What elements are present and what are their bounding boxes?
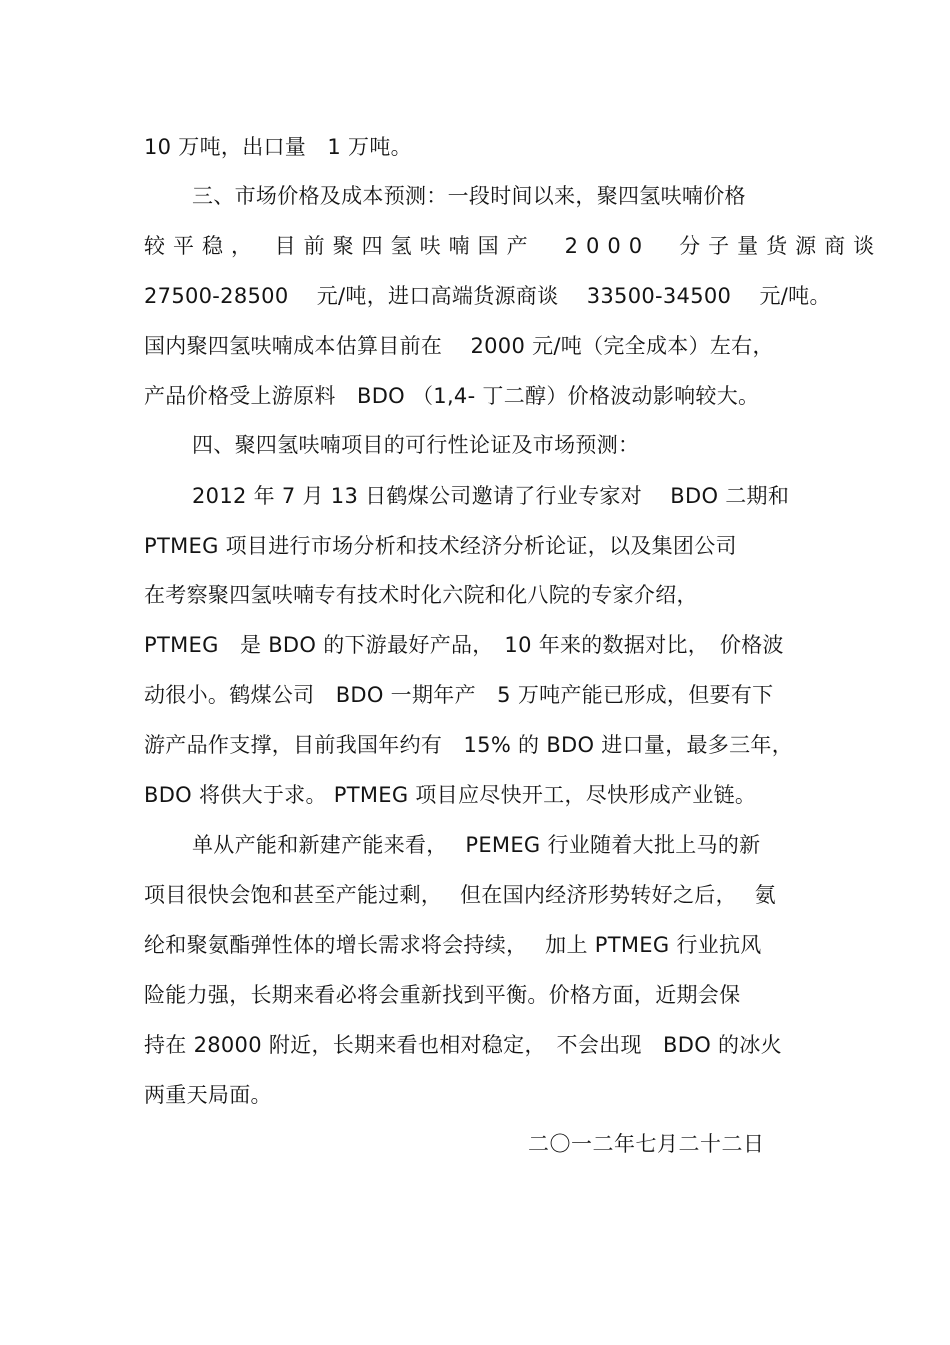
- text-line: 险能力强，长期来看必将会重新找到平衡。价格方面，近期会保: [144, 983, 741, 1007]
- paragraph-start: 2012 年 7 月 13 日鹤煤公司邀请了行业专家对 BDO 二期和: [192, 484, 790, 508]
- text-line: 项目很快会饱和甚至产能过剩， 但在国内经济形势转好之后， 氨: [144, 883, 776, 907]
- document-date: 二〇一二年七月二十二日: [528, 1132, 765, 1156]
- text-line: 27500-28500 元/吨，进口高端货源商谈 33500-34500 元/吨。: [144, 284, 831, 308]
- text-line: 在考察聚四氢呋喃专有技术时化六院和化八院的专家介绍，: [144, 583, 698, 607]
- text-line: PTMEG 是 BDO 的下游最好产品， 10 年来的数据对比， 价格波: [144, 633, 784, 657]
- text-line: 动很小。鹤煤公司 BDO 一期年产 5 万吨产能已形成，但要有下: [144, 683, 774, 707]
- section-heading-four: 四、聚四氢呋喃项目的可行性论证及市场预测：: [192, 433, 640, 457]
- paragraph-start: 单从产能和新建产能来看， PEMEG 行业随着大批上马的新: [192, 833, 761, 857]
- text-line: 较平稳， 目前聚四氢呋喃国产 2000 分子量货源商谈: [144, 234, 883, 258]
- text-line: BDO 将供大于求。 PTMEG 项目应尽快开工，尽快形成产业链。: [144, 783, 757, 807]
- text-line: 10 万吨，出口量 1 万吨。: [144, 135, 412, 159]
- text-line: 两重天局面。: [144, 1083, 272, 1107]
- text-line: 国内聚四氢呋喃成本估算目前在 2000 元/吨（完全成本）左右，: [144, 334, 774, 358]
- text-line: 纶和聚氨酯弹性体的增长需求将会持续， 加上 PTMEG 行业抗风: [144, 933, 762, 957]
- text-line: 持在 28000 附近，长期来看也相对稳定， 不会出现 BDO 的冰火: [144, 1033, 782, 1057]
- text-line: 产品价格受上游原料 BDO （1,4- 丁二醇）价格波动影响较大。: [144, 384, 760, 408]
- text-line: PTMEG 项目进行市场分析和技术经济分析论证，以及集团公司: [144, 534, 737, 558]
- section-heading-three: 三、市场价格及成本预测：一段时间以来，聚四氢呋喃价格: [192, 184, 746, 208]
- text-line: 游产品作支撑，目前我国年约有 15% 的 BDO 进口量，最多三年，: [144, 733, 794, 757]
